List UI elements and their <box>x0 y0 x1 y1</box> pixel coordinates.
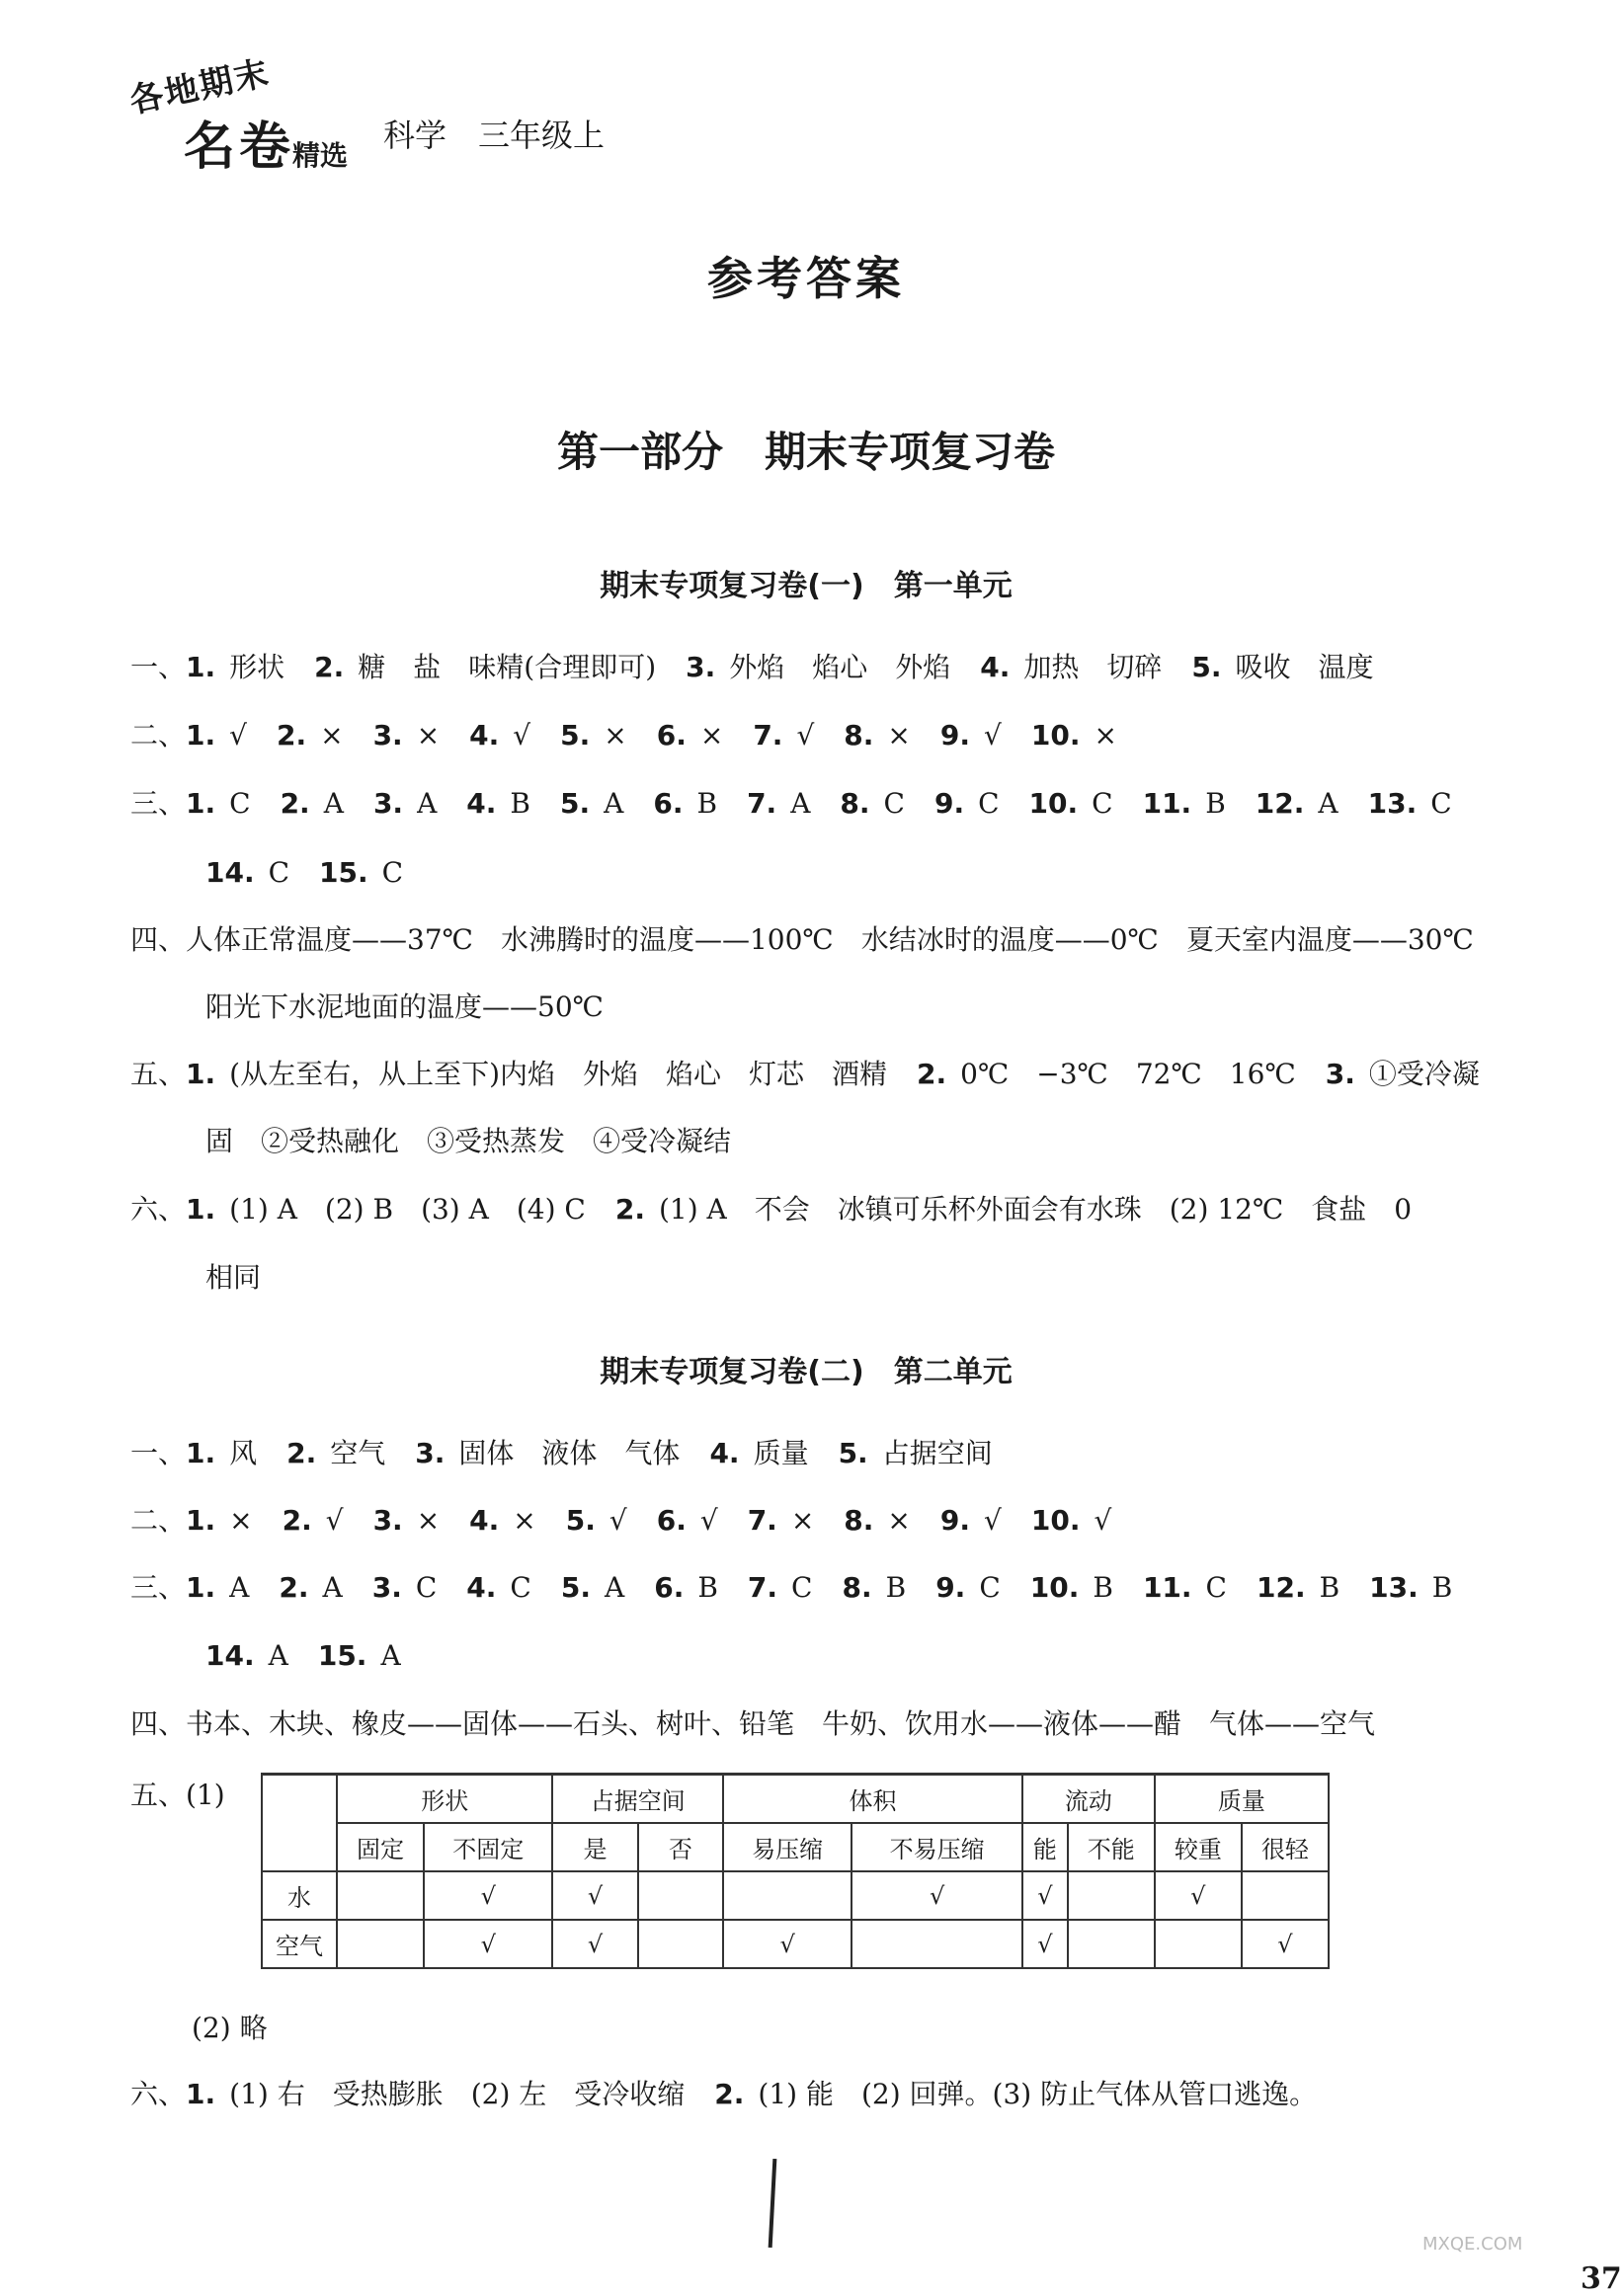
answer-text: 外焰 焰心 外焰 <box>729 651 951 683</box>
answer-text: B <box>1093 1571 1113 1604</box>
table-cell <box>638 1871 723 1920</box>
answer-text: 风 <box>229 1437 258 1469</box>
answer-text: 固 ②受热融化 ③受热蒸发 ④受冷凝结 <box>205 1125 732 1157</box>
item-number: 6. <box>654 1571 685 1604</box>
series-logo <box>117 52 369 177</box>
answer-text: 占据空间 <box>881 1437 993 1469</box>
question-marker: 一、 <box>130 1437 187 1469</box>
item-number: 15. <box>319 856 368 889</box>
answer-text: 阳光下水泥地面的温度——50℃ <box>205 990 604 1023</box>
answer-text: B <box>1205 787 1226 820</box>
item-number: 7. <box>747 787 777 820</box>
table-sub-header: 不能 <box>1068 1823 1155 1871</box>
table-group-header: 质量 <box>1155 1775 1329 1824</box>
table-group-header: 流动 <box>1022 1775 1155 1824</box>
table-cell <box>723 1871 852 1920</box>
item-number: 7. <box>747 1504 777 1537</box>
item-number: 1. <box>186 1504 216 1537</box>
item-number: 1. <box>186 719 216 752</box>
item-number: 4. <box>469 719 500 752</box>
page-title: 参考答案 <box>707 252 905 305</box>
answer-text: × <box>229 1504 253 1537</box>
answer-text: C <box>510 1571 531 1604</box>
item-number: 3. <box>1325 1058 1355 1090</box>
answer-text: B <box>885 1571 907 1604</box>
q5-part2: (2) 略 <box>192 2012 268 2044</box>
answer-line <box>130 922 1503 958</box>
item-number: 13. <box>1367 787 1418 820</box>
table-sub-header: 否 <box>638 1823 723 1871</box>
answer-line <box>130 2077 1346 2112</box>
answer-text: × <box>416 1504 441 1537</box>
item-number: 9. <box>939 719 971 752</box>
question-marker: 六、 <box>130 2078 187 2110</box>
answer-line <box>130 786 1482 822</box>
item-number: 5. <box>560 1571 591 1604</box>
answer-text: C <box>1205 1571 1227 1604</box>
item-number: 12. <box>1255 787 1305 820</box>
answer-text: A <box>380 1639 401 1672</box>
item-number: 3. <box>415 1437 446 1469</box>
answer-text: × <box>1094 719 1117 752</box>
item-number: 3. <box>372 1504 403 1537</box>
answer-text: × <box>513 1504 536 1537</box>
item-number: 8. <box>840 787 870 820</box>
answer-text: 相同 <box>205 1261 262 1294</box>
answer-text: B <box>510 787 530 820</box>
answer-text: B <box>1319 1571 1340 1604</box>
item-number: 10. <box>1030 719 1081 752</box>
answer-line <box>130 1706 1405 1742</box>
logo-top-text: 各地期末 <box>125 52 274 121</box>
item-number: 5. <box>560 719 591 752</box>
answer-text: C <box>381 856 404 889</box>
item-number: 6. <box>656 719 687 752</box>
answer-text: (1) A 不会 冰镇可乐杯外面会有水珠 (2) 12℃ 食盐 0 <box>658 1193 1413 1226</box>
question-marker: 二、 <box>130 719 187 752</box>
item-number: 3. <box>371 1571 402 1604</box>
table-sub-header: 固定 <box>337 1823 424 1871</box>
answer-line <box>130 718 1147 753</box>
item-number: 12. <box>1256 1571 1306 1604</box>
item-number: 4. <box>980 651 1011 683</box>
item-number: 2. <box>280 787 310 820</box>
table-sub-header: 易压缩 <box>723 1823 852 1871</box>
item-number: 1. <box>186 1193 216 1226</box>
table-corner <box>262 1775 337 1872</box>
logo-main-text: 名卷 <box>184 118 295 177</box>
item-number: 14. <box>205 856 255 889</box>
item-number: 5. <box>838 1437 868 1469</box>
question-marker: 三、 <box>130 787 187 820</box>
answer-text: 人体正常温度——37℃ 水沸腾时的温度——100℃ 水结冰时的温度——0℃ 夏天室内温度——30℃ <box>186 923 1474 956</box>
table-cell <box>337 1871 424 1920</box>
part-title: 第一部分 期末专项复习卷 <box>556 428 1055 476</box>
item-number: 11. <box>1142 787 1192 820</box>
item-number: 2. <box>714 2078 745 2110</box>
answer-text: C <box>1430 787 1452 820</box>
table-row-label: 空气 <box>262 1920 337 1968</box>
table-sub-header: 较重 <box>1155 1823 1242 1871</box>
table-cell: √ <box>1242 1920 1329 1968</box>
item-number: 7. <box>753 719 783 752</box>
table-row-water <box>262 1871 1329 1920</box>
answer-line <box>130 650 1404 685</box>
question-marker: 四、 <box>130 1707 187 1740</box>
table-cell <box>1155 1920 1242 1968</box>
answer-text: 书本、木块、橡皮——固体——石头、树叶、铅笔 牛奶、饮用水——液体——醋 气体——空气 <box>186 1707 1376 1740</box>
q5-label: 五、(1) <box>130 1779 225 1811</box>
table-cell <box>1068 1920 1155 1968</box>
item-number: 11. <box>1142 1571 1192 1604</box>
answer-line <box>130 1192 1441 1227</box>
answer-line <box>130 1436 1022 1471</box>
item-number: 9. <box>939 1504 971 1537</box>
table-row-label: 水 <box>262 1871 337 1920</box>
answer-text: C <box>978 787 1000 820</box>
answer-text: √ <box>608 1504 627 1537</box>
item-number: 4. <box>466 1571 497 1604</box>
answer-line <box>205 1260 290 1296</box>
answer-text: (从左至右，从上至下)内焰 外焰 焰心 灯芯 酒精 <box>229 1058 887 1090</box>
answer-text: C <box>979 1571 1001 1604</box>
question-marker: 一、 <box>130 651 187 683</box>
table-cell <box>337 1920 424 1968</box>
header-subject: 科学 三年级上 <box>383 117 606 154</box>
question-marker: 二、 <box>130 1504 187 1537</box>
item-number: 8. <box>844 719 874 752</box>
item-number: 5. <box>565 1504 596 1537</box>
answer-text: √ <box>796 719 815 752</box>
table-cell <box>1242 1871 1329 1920</box>
answer-text: × <box>320 719 344 752</box>
question-marker: 四、 <box>130 923 187 956</box>
question-marker: 三、 <box>130 1571 187 1604</box>
item-number: 2. <box>286 1437 317 1469</box>
answer-line <box>205 990 633 1025</box>
table-cell: √ <box>1022 1871 1068 1920</box>
answer-text: C <box>883 787 905 820</box>
question-marker: 六、 <box>130 1193 187 1226</box>
item-number: 2. <box>279 1571 309 1604</box>
answer-text: 形状 <box>229 651 285 683</box>
item-number: 4. <box>709 1437 740 1469</box>
table-cell <box>852 1920 1022 1968</box>
answer-text: √ <box>699 1504 718 1537</box>
answer-text: B <box>1431 1571 1453 1604</box>
table-group-header: 体积 <box>723 1775 1022 1824</box>
answer-text: √ <box>1094 1504 1112 1537</box>
answer-text: (1) A (2) B (3) A (4) C <box>229 1193 586 1226</box>
answer-text: B <box>697 1571 718 1604</box>
answer-text: (1) 能 (2) 回弹。(3) 防止气体从管口逃逸。 <box>758 2078 1318 2110</box>
item-number: 9. <box>935 1571 966 1604</box>
answer-text: 糖 盐 味精(合理即可) <box>358 651 657 683</box>
table-sub-header: 能 <box>1022 1823 1068 1871</box>
table-cell: √ <box>852 1871 1022 1920</box>
answer-line <box>205 1638 431 1674</box>
answer-text: ①受冷凝 <box>1368 1058 1480 1090</box>
properties-table <box>261 1773 1330 1969</box>
item-number: 8. <box>842 1571 872 1604</box>
item-number: 9. <box>933 787 965 820</box>
table-cell: √ <box>424 1920 552 1968</box>
table-cell <box>1068 1871 1155 1920</box>
pen-mark <box>769 2159 777 2248</box>
item-number: 10. <box>1028 787 1079 820</box>
answer-text: × <box>416 719 441 752</box>
answer-line <box>205 855 433 891</box>
answer-text: A <box>604 787 624 820</box>
item-number: 8. <box>844 1504 874 1537</box>
answer-text: × <box>790 1504 815 1537</box>
answer-text: A <box>268 1639 288 1672</box>
answer-text: C <box>268 856 290 889</box>
table-cell: √ <box>723 1920 852 1968</box>
item-number: 2. <box>614 1193 645 1226</box>
item-number: 6. <box>656 1504 687 1537</box>
table-cell: √ <box>552 1871 637 1920</box>
answer-text: C <box>791 1571 813 1604</box>
item-number: 1. <box>186 1058 216 1090</box>
table-subheader-row <box>262 1823 1329 1871</box>
answer-text: × <box>887 719 911 752</box>
table-sub-header: 不固定 <box>424 1823 552 1871</box>
answer-text: √ <box>229 719 247 752</box>
item-number: 2. <box>917 1058 947 1090</box>
table-sub-header: 是 <box>552 1823 637 1871</box>
item-number: 1. <box>186 2078 216 2110</box>
answer-text: 0℃ −3℃ 72℃ 16℃ <box>960 1058 1296 1090</box>
table-sub-header: 很轻 <box>1242 1823 1329 1871</box>
answer-text: B <box>696 787 718 820</box>
table-cell: √ <box>552 1920 637 1968</box>
answer-text: × <box>604 719 627 752</box>
table-header-row <box>262 1775 1329 1824</box>
answer-text: 加热 切碎 <box>1023 651 1163 683</box>
item-number: 6. <box>653 787 684 820</box>
item-number: 2. <box>282 1504 312 1537</box>
item-number: 1. <box>186 787 216 820</box>
item-number: 3. <box>686 651 716 683</box>
item-number: 1. <box>186 1437 216 1469</box>
table-group-header: 占据空间 <box>552 1775 723 1824</box>
answer-text: 吸收 温度 <box>1235 651 1374 683</box>
table-cell: √ <box>1155 1871 1242 1920</box>
answer-text: A <box>322 1571 343 1604</box>
answer-text: × <box>699 719 724 752</box>
answer-text: A <box>790 787 811 820</box>
item-number: 4. <box>469 1504 500 1537</box>
answer-text: × <box>887 1504 911 1537</box>
answer-text: C <box>415 1571 438 1604</box>
table-cell: √ <box>1022 1920 1068 1968</box>
answer-text: C <box>1092 787 1113 820</box>
logo-sub-text: 精选 <box>292 139 349 172</box>
item-number: 5. <box>560 787 591 820</box>
answer-line <box>205 1124 761 1159</box>
item-number: 1. <box>186 1571 216 1604</box>
item-number: 1. <box>186 651 216 683</box>
answer-line <box>130 1570 1482 1606</box>
question-marker: 五、 <box>130 1058 187 1090</box>
item-number: 2. <box>276 719 307 752</box>
item-number: 3. <box>372 787 404 820</box>
answer-text: C <box>229 787 251 820</box>
item-number: 10. <box>1030 1504 1081 1537</box>
answer-text: 空气 <box>330 1437 386 1469</box>
item-number: 14. <box>205 1639 255 1672</box>
section-title-1: 期末专项复习卷(一) 第一单元 <box>600 569 1013 603</box>
answer-text: A <box>604 1571 625 1604</box>
answer-text: A <box>229 1571 250 1604</box>
watermark: MXQE.COM <box>1422 2234 1523 2255</box>
item-number: 10. <box>1029 1571 1080 1604</box>
answer-text: (1) 右 受热膨胀 (2) 左 受冷收缩 <box>229 2078 686 2110</box>
item-number: 5. <box>1191 651 1222 683</box>
answer-text: √ <box>325 1504 344 1537</box>
answer-text: √ <box>984 719 1002 752</box>
table-cell <box>638 1920 723 1968</box>
answer-line <box>130 1503 1141 1539</box>
answer-line <box>130 1057 1509 1092</box>
answer-text: A <box>323 787 344 820</box>
answer-text: √ <box>513 719 531 752</box>
item-number: 4. <box>466 787 497 820</box>
section-title-2: 期末专项复习卷(二) 第二单元 <box>600 1355 1013 1389</box>
answer-text: √ <box>984 1504 1002 1537</box>
item-number: 13. <box>1369 1571 1419 1604</box>
table-cell: √ <box>424 1871 552 1920</box>
page-number: 37 <box>1581 2261 1622 2296</box>
item-number: 3. <box>372 719 403 752</box>
answer-text: A <box>1318 787 1338 820</box>
answer-text: A <box>417 787 438 820</box>
item-number: 15. <box>317 1639 367 1672</box>
table-sub-header: 不易压缩 <box>852 1823 1022 1871</box>
item-number: 2. <box>314 651 345 683</box>
answer-text: 质量 <box>753 1437 809 1469</box>
item-number: 7. <box>747 1571 778 1604</box>
answer-text: 固体 液体 气体 <box>458 1437 681 1469</box>
table-group-header: 形状 <box>337 1775 552 1824</box>
table-row-air <box>262 1920 1329 1968</box>
